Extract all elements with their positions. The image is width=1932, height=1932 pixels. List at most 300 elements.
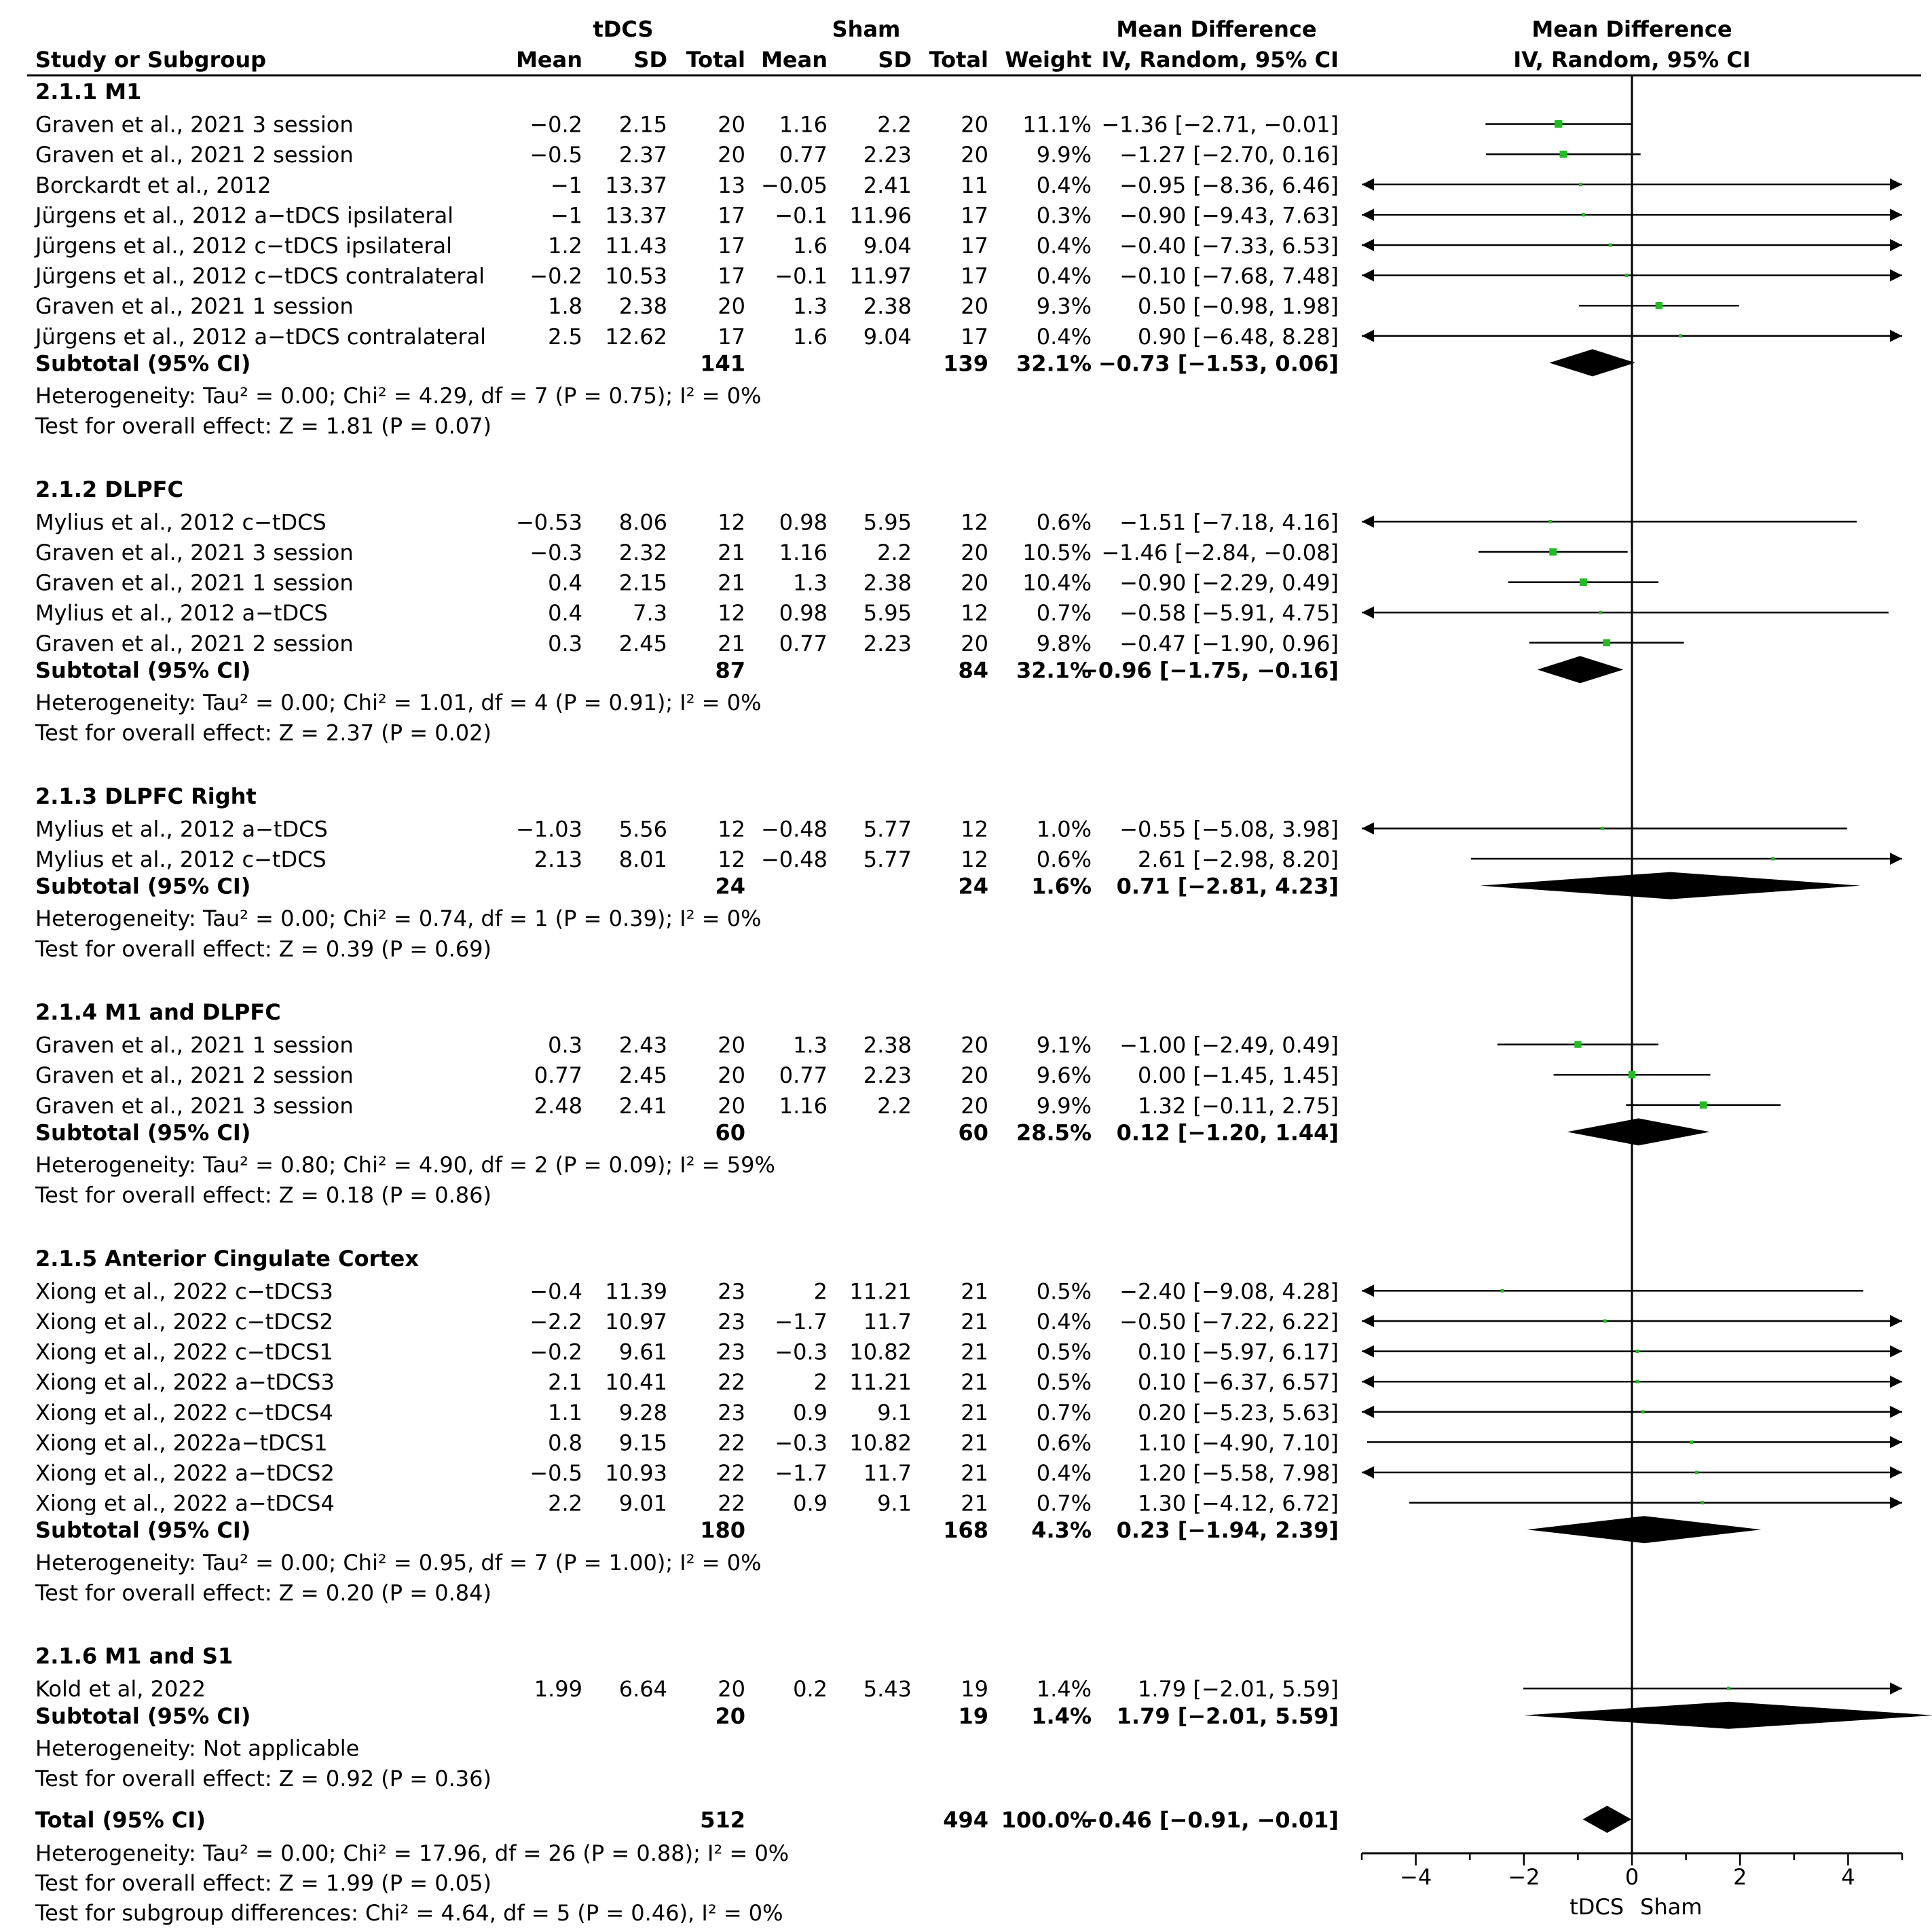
x-tick-label: 4 bbox=[1841, 1864, 1855, 1890]
tdcs-mean: 2.1 bbox=[548, 1369, 582, 1396]
weight-header: Weight bbox=[1005, 47, 1092, 73]
study-name: Jürgens et al., 2012 a−tDCS ipsilateral bbox=[35, 202, 454, 229]
ci-arrow-right bbox=[1890, 1345, 1902, 1358]
sham-mean: −0.3 bbox=[775, 1430, 828, 1456]
study-name: Graven et al., 2021 2 session bbox=[35, 1062, 354, 1089]
summary-diamond bbox=[1480, 872, 1860, 899]
ci-arrow-right bbox=[1890, 239, 1902, 251]
study-ci: −0.95 [−8.36, 6.46] bbox=[1119, 172, 1339, 198]
tdcs-total: 20 bbox=[718, 142, 745, 168]
study-ci: 2.61 [−2.98, 8.20] bbox=[1137, 847, 1339, 872]
study-name: Graven et al., 2021 1 session bbox=[35, 570, 354, 596]
sham-total: 17 bbox=[961, 202, 988, 229]
sham-total: 12 bbox=[961, 600, 988, 627]
tdcs-sd: 10.53 bbox=[605, 263, 667, 289]
ci-arrow-left bbox=[1362, 515, 1374, 527]
tdcs-total: 23 bbox=[718, 1278, 745, 1305]
study-point bbox=[1701, 1501, 1704, 1504]
total-label: Total (95% CI) bbox=[35, 1807, 206, 1833]
tdcs-total: 23 bbox=[718, 1339, 745, 1365]
subtotal-tdcs-total: 24 bbox=[715, 873, 745, 899]
subtotal-weight: 32.1% bbox=[1016, 657, 1092, 684]
tdcs-mean: 0.4 bbox=[548, 600, 582, 627]
study-ci: 0.20 [−5.23, 5.63] bbox=[1137, 1399, 1339, 1426]
study-ci: −1.36 [−2.71, −0.01] bbox=[1101, 111, 1339, 138]
tdcs-sd: 12.62 bbox=[605, 323, 667, 350]
tdcs-sd: 2.45 bbox=[618, 1062, 667, 1089]
tdcs-sd: 10.97 bbox=[605, 1309, 667, 1335]
x-tick-label: 2 bbox=[1733, 1864, 1747, 1890]
sham-sd: 10.82 bbox=[849, 1339, 912, 1365]
sham-mean: −1.7 bbox=[775, 1309, 828, 1335]
sham-total: 17 bbox=[961, 263, 988, 289]
tdcs-total: 20 bbox=[718, 293, 745, 320]
sham-mean: 2 bbox=[813, 1369, 828, 1396]
overall-effect-text: Test for overall effect: Z = 0.92 (P = 0.36) bbox=[35, 1766, 491, 1791]
subtotal-sham-total: 19 bbox=[958, 1703, 988, 1729]
sham-mean: 1.6 bbox=[793, 323, 828, 350]
subtotal-weight: 1.4% bbox=[1031, 1703, 1092, 1729]
tdcs-sd: 2.38 bbox=[618, 293, 667, 320]
sham-mean: −0.48 bbox=[760, 847, 828, 872]
subtotal-ci: 1.79 [−2.01, 5.59] bbox=[1116, 1703, 1339, 1729]
tdcs-mean: −0.2 bbox=[530, 263, 582, 289]
study-weight: 1.4% bbox=[1036, 1676, 1092, 1703]
study-point bbox=[1635, 1350, 1639, 1353]
md-column-title: Mean Difference bbox=[1116, 16, 1317, 42]
tdcs-total: 22 bbox=[718, 1460, 745, 1486]
study-name: Graven et al., 2021 3 session bbox=[35, 1092, 354, 1119]
ci-arrow-left bbox=[1362, 270, 1374, 282]
tdcs-sd: 2.15 bbox=[618, 111, 667, 138]
total-sham-total: 494 bbox=[943, 1807, 988, 1833]
study-weight: 0.6% bbox=[1036, 1430, 1092, 1456]
study-name: Xiong et al., 2022 c−tDCS3 bbox=[35, 1278, 333, 1305]
study-ci: −2.40 [−9.08, 4.28] bbox=[1119, 1278, 1339, 1305]
study-weight: 0.4% bbox=[1036, 172, 1092, 198]
tdcs-mean: 2.2 bbox=[548, 1490, 582, 1517]
sham-mean: 0.9 bbox=[793, 1399, 828, 1426]
study-point bbox=[1549, 548, 1557, 555]
sham-total: 20 bbox=[961, 111, 988, 138]
subtotal-tdcs-total: 141 bbox=[700, 350, 745, 377]
subtotal-tdcs-total: 60 bbox=[715, 1119, 745, 1146]
study-ci: 0.10 [−6.37, 6.57] bbox=[1137, 1369, 1339, 1396]
tdcs-total: 20 bbox=[718, 111, 745, 138]
tdcs-sd: 9.28 bbox=[618, 1399, 667, 1426]
sham-total: 20 bbox=[961, 540, 988, 565]
subtotal-ci: 0.12 [−1.20, 1.44] bbox=[1116, 1119, 1339, 1146]
overall-effect-text: Test for overall effect: Z = 1.81 (P = 0.07) bbox=[35, 413, 491, 439]
tdcs-sd: 2.15 bbox=[618, 570, 667, 596]
tdcs-mean: 0.3 bbox=[548, 1032, 582, 1058]
subgroup-title: 2.1.2 DLPFC bbox=[35, 476, 183, 502]
subtotal-label: Subtotal (95% CI) bbox=[35, 1703, 251, 1729]
study-ci: −1.27 [−2.70, 0.16] bbox=[1119, 142, 1339, 168]
tdcs-mean: 0.3 bbox=[548, 630, 582, 656]
study-name: Graven et al., 2021 3 session bbox=[35, 540, 354, 565]
study-weight: 0.5% bbox=[1036, 1278, 1092, 1305]
sham-total: 20 bbox=[961, 142, 988, 168]
tdcs-sd: 8.06 bbox=[618, 509, 667, 536]
study-point bbox=[1579, 183, 1582, 186]
total-ci: −0.46 [−0.91, −0.01] bbox=[1080, 1807, 1339, 1833]
heterogeneity-text: Heterogeneity: Not applicable bbox=[35, 1735, 360, 1762]
sham-sd: 2.2 bbox=[877, 540, 912, 565]
subtotal-ci: −0.73 [−1.53, 0.06] bbox=[1098, 350, 1339, 377]
ci-arrow-right bbox=[1890, 270, 1902, 282]
study-ci: 0.00 [−1.45, 1.45] bbox=[1137, 1062, 1339, 1089]
summary-diamond bbox=[1527, 1516, 1762, 1543]
ci-arrow-right bbox=[1890, 1406, 1902, 1418]
subtotal-weight: 28.5% bbox=[1016, 1119, 1092, 1146]
tdcs-sd: 2.32 bbox=[618, 540, 667, 565]
subgroup-title: 2.1.4 M1 and DLPFC bbox=[35, 999, 281, 1025]
sham-mean-header: Mean bbox=[761, 47, 828, 73]
sham-sd: 9.04 bbox=[863, 323, 912, 350]
tdcs-sd: 2.41 bbox=[618, 1092, 667, 1119]
subgroup-title: 2.1.3 DLPFC Right bbox=[35, 783, 257, 809]
study-weight: 0.5% bbox=[1036, 1339, 1092, 1365]
study-name: Graven et al., 2021 2 session bbox=[35, 142, 354, 168]
heterogeneity-text: Heterogeneity: Tau² = 0.00; Chi² = 1.01, df = 4 (P = 0.91); I² = 0% bbox=[35, 690, 762, 716]
sham-total: 21 bbox=[961, 1339, 988, 1365]
summary-diamond bbox=[1567, 1118, 1709, 1145]
ci-arrow-left bbox=[1362, 1375, 1374, 1388]
ci-arrow-right bbox=[1890, 853, 1902, 865]
study-ci: −0.58 [−5.91, 4.75] bbox=[1119, 600, 1339, 627]
study-point bbox=[1641, 1410, 1644, 1413]
subtotal-tdcs-total: 20 bbox=[715, 1703, 745, 1729]
sham-sd: 5.95 bbox=[863, 600, 912, 627]
x-tick-label: −4 bbox=[1400, 1864, 1432, 1890]
study-column-header: Study or Subgroup bbox=[35, 47, 267, 73]
tdcs-total: 22 bbox=[718, 1490, 745, 1517]
study-name: Graven et al., 2021 1 session bbox=[35, 1032, 354, 1058]
ci-arrow-left bbox=[1362, 330, 1374, 342]
summary-diamond bbox=[1523, 1702, 1932, 1729]
overall-effect-text: Test for overall effect: Z = 0.18 (P = 0.86) bbox=[35, 1182, 491, 1208]
tdcs-mean: −0.4 bbox=[530, 1278, 582, 1305]
subtotal-sham-total: 168 bbox=[943, 1517, 988, 1544]
ci-arrow-right bbox=[1890, 208, 1902, 221]
study-ci: 1.10 [−4.90, 7.10] bbox=[1137, 1430, 1339, 1456]
tdcs-total: 22 bbox=[718, 1430, 745, 1456]
sham-mean: 1.16 bbox=[779, 111, 828, 138]
ci-arrow-right bbox=[1890, 1436, 1902, 1448]
tdcs-mean: −0.5 bbox=[530, 142, 582, 168]
tdcs-mean: 1.2 bbox=[548, 233, 582, 259]
summary-diamond bbox=[1583, 1806, 1632, 1833]
sham-sd: 2.2 bbox=[877, 111, 912, 138]
tdcs-mean: −1.03 bbox=[515, 816, 582, 842]
tdcs-mean: 0.8 bbox=[548, 1430, 582, 1456]
plot-subtitle: IV, Random, 95% CI bbox=[1513, 47, 1751, 73]
sham-total: 21 bbox=[961, 1399, 988, 1426]
sham-mean: 1.3 bbox=[793, 293, 828, 320]
study-name: Mylius et al., 2012 c−tDCS bbox=[35, 847, 327, 872]
sham-sd: 2.2 bbox=[877, 1092, 912, 1119]
overall-effect-text: Test for overall effect: Z = 2.37 (P = 0.02) bbox=[35, 720, 491, 746]
sham-sd: 11.7 bbox=[863, 1460, 912, 1486]
sham-mean: 0.9 bbox=[793, 1490, 828, 1517]
study-name: Mylius et al., 2012 c−tDCS bbox=[35, 509, 327, 536]
sham-total: 21 bbox=[961, 1460, 988, 1486]
ci-arrow-left bbox=[1362, 1345, 1374, 1358]
tdcs-mean: 2.48 bbox=[534, 1092, 582, 1119]
tdcs-sd: 11.43 bbox=[605, 233, 667, 259]
sham-mean: 0.98 bbox=[779, 509, 828, 536]
study-weight: 0.7% bbox=[1036, 1490, 1092, 1517]
subtotal-weight: 32.1% bbox=[1016, 350, 1092, 377]
sham-total: 17 bbox=[961, 233, 988, 259]
study-ci: −0.90 [−9.43, 7.63] bbox=[1119, 202, 1339, 229]
study-name: Xiong et al., 2022 c−tDCS2 bbox=[35, 1309, 333, 1335]
study-ci: 1.20 [−5.58, 7.98] bbox=[1137, 1460, 1339, 1486]
study-name: Graven et al., 2021 3 session bbox=[35, 111, 354, 138]
study-weight: 0.6% bbox=[1036, 847, 1092, 872]
study-point bbox=[1548, 520, 1552, 523]
subtotal-label: Subtotal (95% CI) bbox=[35, 1119, 251, 1146]
ci-arrow-left bbox=[1362, 179, 1374, 191]
tdcs-mean: 0.77 bbox=[534, 1062, 582, 1089]
group1-header: tDCS bbox=[593, 16, 654, 42]
subtotal-ci: 0.71 [−2.81, 4.23] bbox=[1116, 873, 1339, 899]
study-point bbox=[1727, 1687, 1730, 1690]
study-name: Graven et al., 2021 2 session bbox=[35, 630, 354, 656]
sham-sd: 5.43 bbox=[863, 1676, 912, 1703]
sham-sd: 5.95 bbox=[863, 509, 912, 536]
subtotal-ci: −0.96 [−1.75, −0.16] bbox=[1080, 657, 1339, 684]
subgroup-title: 2.1.5 Anterior Cingulate Cortex bbox=[35, 1245, 419, 1271]
sham-mean: 0.98 bbox=[779, 600, 828, 627]
study-point bbox=[1656, 302, 1662, 309]
x-tick-label: 0 bbox=[1624, 1864, 1639, 1890]
tdcs-total: 17 bbox=[718, 323, 745, 350]
subtotal-label: Subtotal (95% CI) bbox=[35, 873, 251, 899]
x-tick-label: −2 bbox=[1508, 1864, 1540, 1890]
subtotal-ci: 0.23 [−1.94, 2.39] bbox=[1116, 1517, 1339, 1544]
study-weight: 9.9% bbox=[1036, 142, 1092, 168]
sham-mean: 0.77 bbox=[779, 1062, 828, 1089]
study-weight: 0.4% bbox=[1036, 1460, 1092, 1486]
sham-mean: 0.77 bbox=[779, 630, 828, 656]
study-point bbox=[1582, 213, 1585, 217]
sham-sd: 11.7 bbox=[863, 1309, 912, 1335]
sham-total-header: Total bbox=[929, 47, 988, 73]
tdcs-sd: 9.15 bbox=[618, 1430, 667, 1456]
sham-sd: 9.04 bbox=[863, 233, 912, 259]
study-ci: −0.55 [−5.08, 3.98] bbox=[1119, 816, 1339, 842]
subgroup-title: 2.1.6 M1 and S1 bbox=[35, 1643, 234, 1669]
sham-mean: 1.6 bbox=[793, 233, 828, 259]
study-name: Xiong et al., 2022 a−tDCS3 bbox=[35, 1369, 335, 1396]
tdcs-mean: −1 bbox=[550, 172, 582, 198]
overall-effect-text: Test for overall effect: Z = 0.39 (P = 0.69) bbox=[35, 935, 491, 962]
ci-arrow-left bbox=[1362, 1466, 1374, 1479]
subtotal-tdcs-total: 87 bbox=[715, 657, 745, 684]
ci-arrow-right bbox=[1890, 1466, 1902, 1479]
subtotal-label: Subtotal (95% CI) bbox=[35, 1517, 251, 1544]
study-point bbox=[1635, 1380, 1639, 1383]
study-name: Kold et al, 2022 bbox=[35, 1676, 206, 1703]
study-ci: 0.90 [−6.48, 8.28] bbox=[1137, 323, 1339, 350]
sham-total: 11 bbox=[961, 172, 988, 198]
tdcs-sd: 11.39 bbox=[605, 1278, 667, 1305]
tdcs-total: 23 bbox=[718, 1309, 745, 1335]
study-weight: 9.3% bbox=[1036, 293, 1092, 320]
tdcs-total: 12 bbox=[718, 509, 745, 536]
subtotal-tdcs-total: 180 bbox=[700, 1517, 745, 1544]
study-name: Xiong et al., 2022 a−tDCS2 bbox=[35, 1460, 335, 1486]
subtotal-label: Subtotal (95% CI) bbox=[35, 657, 251, 684]
study-weight: 0.3% bbox=[1036, 202, 1092, 229]
tdcs-total: 21 bbox=[718, 630, 745, 656]
sham-sd: 10.82 bbox=[849, 1430, 912, 1456]
sham-sd: 9.1 bbox=[877, 1399, 912, 1426]
sham-total: 21 bbox=[961, 1369, 988, 1396]
ci-arrow-left bbox=[1362, 606, 1374, 618]
sham-total: 12 bbox=[961, 816, 988, 842]
tdcs-sd: 10.41 bbox=[605, 1369, 667, 1396]
total-heterogeneity-text: Heterogeneity: Tau² = 0.00; Chi² = 17.96, df = 26 (P = 0.88); I² = 0% bbox=[35, 1840, 789, 1866]
study-point bbox=[1560, 151, 1567, 158]
sham-mean: 0.2 bbox=[793, 1676, 828, 1703]
study-point bbox=[1690, 1441, 1693, 1444]
study-weight: 9.1% bbox=[1036, 1032, 1092, 1058]
study-weight: 1.0% bbox=[1036, 816, 1092, 842]
sham-sd-header: SD bbox=[878, 47, 912, 73]
heterogeneity-text: Heterogeneity: Tau² = 0.00; Chi² = 0.74, df = 1 (P = 0.39); I² = 0% bbox=[35, 906, 762, 932]
ci-arrow-right bbox=[1890, 330, 1902, 342]
study-name: Xiong et al., 2022 c−tDCS1 bbox=[35, 1339, 333, 1365]
sham-mean: −0.1 bbox=[775, 202, 828, 229]
subgroup-difference-text: Test for subgroup differences: Chi² = 4.64, df = 5 (P = 0.46), I² = 0% bbox=[35, 1900, 783, 1926]
study-weight: 0.5% bbox=[1036, 1369, 1092, 1396]
summary-diamond bbox=[1538, 656, 1624, 683]
study-weight: 9.8% bbox=[1036, 630, 1092, 656]
ci-arrow-right bbox=[1890, 1497, 1902, 1509]
subtotal-sham-total: 60 bbox=[958, 1119, 988, 1146]
sham-mean: 1.3 bbox=[793, 570, 828, 596]
tdcs-sd: 2.45 bbox=[618, 630, 667, 656]
study-weight: 10.5% bbox=[1022, 540, 1092, 565]
sham-mean: −0.48 bbox=[760, 816, 828, 842]
tdcs-total: 17 bbox=[718, 263, 745, 289]
sham-mean: −0.1 bbox=[775, 263, 828, 289]
study-point bbox=[1599, 611, 1602, 614]
subgroup-title: 2.1.1 M1 bbox=[35, 79, 142, 105]
tdcs-mean: −0.3 bbox=[530, 540, 582, 565]
tdcs-sd: 10.93 bbox=[605, 1460, 667, 1486]
sham-total: 20 bbox=[961, 293, 988, 320]
tdcs-sd: 2.43 bbox=[618, 1032, 667, 1058]
tdcs-total: 13 bbox=[718, 172, 745, 198]
tdcs-sd: 5.56 bbox=[618, 816, 667, 842]
study-weight: 10.4% bbox=[1022, 570, 1092, 596]
sham-mean: −0.3 bbox=[775, 1339, 828, 1365]
tdcs-sd: 6.64 bbox=[618, 1676, 667, 1703]
md-column-subtitle: IV, Random, 95% CI bbox=[1101, 47, 1339, 73]
study-weight: 11.1% bbox=[1022, 111, 1092, 138]
tdcs-mean: −0.2 bbox=[530, 111, 582, 138]
sham-sd: 2.38 bbox=[863, 1032, 912, 1058]
sham-sd: 5.77 bbox=[863, 847, 912, 872]
sham-total: 20 bbox=[961, 630, 988, 656]
sham-total: 12 bbox=[961, 847, 988, 872]
study-name: Jürgens et al., 2012 c−tDCS ipsilateral bbox=[35, 233, 453, 259]
study-name: Mylius et al., 2012 a−tDCS bbox=[35, 600, 328, 627]
subtotal-weight: 1.6% bbox=[1031, 873, 1092, 899]
tdcs-total: 21 bbox=[718, 570, 745, 596]
heterogeneity-text: Heterogeneity: Tau² = 0.00; Chi² = 0.95, df = 7 (P = 1.00); I² = 0% bbox=[35, 1549, 762, 1576]
tdcs-total: 22 bbox=[718, 1369, 745, 1396]
study-point bbox=[1603, 1320, 1607, 1323]
sham-sd: 2.41 bbox=[863, 172, 912, 198]
tdcs-total: 17 bbox=[718, 202, 745, 229]
sham-total: 17 bbox=[961, 323, 988, 350]
ci-arrow-right bbox=[1890, 179, 1902, 191]
study-point bbox=[1603, 639, 1610, 646]
sham-mean: 0.77 bbox=[779, 142, 828, 168]
study-name: Mylius et al., 2012 a−tDCS bbox=[35, 816, 328, 842]
heterogeneity-text: Heterogeneity: Tau² = 0.00; Chi² = 4.29, df = 7 (P = 0.75); I² = 0% bbox=[35, 383, 762, 409]
study-ci: −1.00 [−2.49, 0.49] bbox=[1119, 1032, 1339, 1058]
tdcs-total: 12 bbox=[718, 600, 745, 627]
study-point bbox=[1574, 1041, 1581, 1047]
study-point bbox=[1771, 857, 1775, 861]
group2-header: Sham bbox=[832, 16, 901, 42]
sham-mean: 1.3 bbox=[793, 1032, 828, 1058]
sham-sd: 2.23 bbox=[863, 630, 912, 656]
ci-arrow-right bbox=[1890, 1315, 1902, 1327]
tdcs-sd: 9.61 bbox=[618, 1339, 667, 1365]
tdcs-sd: 13.37 bbox=[605, 202, 667, 229]
study-weight: 0.7% bbox=[1036, 600, 1092, 627]
tdcs-mean: 2.13 bbox=[534, 847, 582, 872]
tdcs-mean: −0.53 bbox=[515, 509, 582, 536]
sham-sd: 5.77 bbox=[863, 816, 912, 842]
study-ci: −0.90 [−2.29, 0.49] bbox=[1119, 570, 1339, 596]
study-ci: −0.47 [−1.90, 0.96] bbox=[1119, 630, 1339, 656]
ci-arrow-right bbox=[1890, 1682, 1902, 1694]
summary-diamond bbox=[1549, 349, 1635, 376]
subtotal-sham-total: 24 bbox=[958, 873, 988, 899]
tdcs-total: 20 bbox=[718, 1092, 745, 1119]
tdcs-mean: −0.5 bbox=[530, 1460, 582, 1486]
tdcs-total: 23 bbox=[718, 1399, 745, 1426]
study-ci: 1.30 [−4.12, 6.72] bbox=[1137, 1490, 1339, 1517]
ci-arrow-left bbox=[1362, 1406, 1374, 1418]
tdcs-sd-header: SD bbox=[633, 47, 667, 73]
tdcs-total: 20 bbox=[718, 1032, 745, 1058]
tdcs-mean: 0.4 bbox=[548, 570, 582, 596]
study-point bbox=[1679, 334, 1682, 337]
study-ci: −0.10 [−7.68, 7.48] bbox=[1119, 263, 1339, 289]
study-point bbox=[1700, 1101, 1707, 1109]
tdcs-mean: −0.2 bbox=[530, 1339, 582, 1365]
sham-total: 20 bbox=[961, 1032, 988, 1058]
study-ci: −1.51 [−7.18, 4.16] bbox=[1119, 509, 1339, 536]
study-ci: 1.32 [−0.11, 2.75] bbox=[1137, 1092, 1339, 1119]
study-point bbox=[1500, 1289, 1504, 1293]
sham-total: 21 bbox=[961, 1490, 988, 1517]
study-ci: 0.50 [−0.98, 1.98] bbox=[1137, 293, 1339, 320]
study-point bbox=[1555, 120, 1562, 128]
study-point bbox=[1695, 1471, 1698, 1474]
sham-sd: 11.96 bbox=[849, 202, 912, 229]
study-weight: 0.4% bbox=[1036, 233, 1092, 259]
